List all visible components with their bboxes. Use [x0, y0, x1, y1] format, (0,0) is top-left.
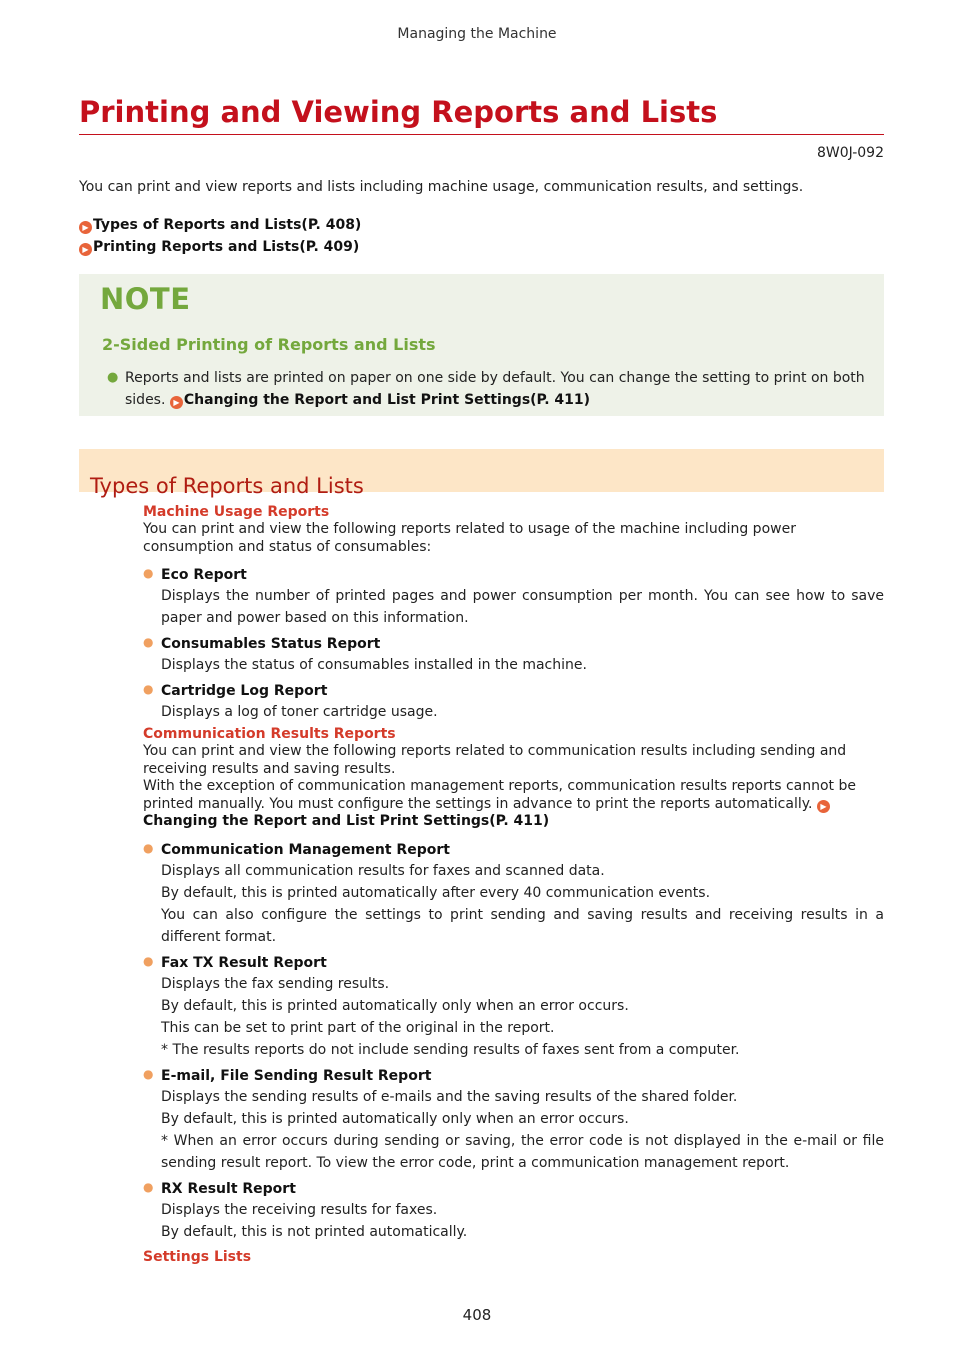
item-line: Displays the receiving results for faxes.	[161, 1201, 438, 1218]
comm-link-print-settings[interactable]: ▶Changing the Report and List Print Settings(P. 411)	[143, 796, 831, 830]
item-name: E-mail, File Sending Result Report	[161, 1067, 432, 1084]
item-line: Displays the status of consumables installed in the machine.	[161, 657, 587, 673]
item-name: Cartridge Log Report	[161, 683, 328, 699]
intro-text: You can print and view reports and lists including machine usage, communication results, and settings.	[79, 179, 804, 195]
list-item	[143, 1179, 884, 1243]
note-box	[79, 274, 884, 416]
group-desc-usage: You can print and view the following reports related to usage of the machine including power consumption and status of consumables:	[143, 521, 796, 555]
link-arrow-icon: ▶	[79, 221, 92, 234]
list-item	[143, 634, 884, 676]
bullet-icon: ●	[143, 840, 154, 855]
link-arrow-icon: ▶	[817, 800, 830, 813]
note-heading: 2-Sided Printing of Reports and Lists	[102, 335, 436, 354]
item-line: Displays the sending results of e-mails and the saving results of the shared folder.	[161, 1088, 738, 1105]
bullet-icon: ●	[143, 953, 154, 968]
item-line: By default, this is printed automatically only when an error occurs.	[161, 997, 629, 1014]
item-name: Consumables Status Report	[161, 636, 381, 652]
toc-link-types[interactable]: ▶ Types of Reports and Lists(P. 408)	[79, 215, 361, 237]
note-link-print-settings[interactable]: ▶ Changing the Report and List Print Settings(P. 411)	[170, 392, 590, 408]
item-line: Displays the fax sending results.	[161, 975, 390, 992]
group-title-usage: Machine Usage Reports	[143, 504, 330, 520]
item-line: This can be set to print part of the original in the report.	[161, 1019, 555, 1036]
page-number: 408	[462, 1306, 492, 1324]
bullet-icon: ●	[107, 370, 119, 385]
item-line: * The results reports do not include sending results of faxes sent from a computer.	[161, 1041, 740, 1058]
list-item	[143, 953, 884, 1061]
item-line: Displays the number of printed pages and power consumption per month. You can see how to save paper and power based on this information.	[161, 588, 884, 626]
page-title: Printing and Viewing Reports and Lists	[79, 94, 884, 135]
item-line: By default, this is not printed automatically.	[161, 1223, 468, 1240]
group-title-communication: Communication Results Reports	[143, 726, 396, 742]
list-item	[143, 840, 884, 948]
section-title: Types of Reports and Lists	[90, 474, 364, 499]
running-header: Managing the Machine	[397, 26, 557, 42]
bullet-icon: ●	[143, 635, 154, 649]
group-title-settings: Settings Lists	[143, 1248, 252, 1265]
item-line: You can also configure the settings to print sending and saving results and receiving results in a different format.	[161, 906, 884, 945]
item-line: * When an error occurs during sending or saving, the error code is not displayed in the e-mail or file sending result report. To view the error code, print a communication management report.	[161, 1132, 884, 1171]
link-arrow-icon: ▶	[79, 243, 92, 256]
list-item	[143, 681, 884, 723]
group-desc-line: With the exception of communication management reports, communication results reports cannot be printed manually. You must configure the settings in advance to print the reports automatically.	[143, 778, 856, 812]
bullet-icon: ●	[143, 682, 154, 696]
note-bullet	[107, 367, 867, 411]
content	[143, 503, 884, 1266]
bullet-icon: ●	[143, 566, 154, 580]
group-desc-communication	[143, 743, 884, 831]
item-line: By default, this is printed automatically only when an error occurs.	[161, 1110, 629, 1127]
item-name: Communication Management Report	[161, 841, 450, 858]
bullet-icon: ●	[143, 1066, 154, 1081]
note-text: Reports and lists are printed on paper on one side by default. You can change the setting to print on both sides.	[125, 370, 865, 408]
item-name: Fax TX Result Report	[161, 954, 327, 971]
toc-link-printing[interactable]: ▶ Printing Reports and Lists(P. 409)	[79, 237, 361, 259]
item-name: RX Result Report	[161, 1180, 296, 1197]
group-desc-line: You can print and view the following reports related to communication results including sending and receiving results and saving results.	[143, 743, 847, 777]
section-header	[79, 449, 884, 499]
item-line: Displays a log of toner cartridge usage.	[161, 704, 438, 720]
list-item	[143, 565, 884, 629]
item-line: By default, this is printed automatically after every 40 communication events.	[161, 884, 711, 901]
toc-links	[79, 215, 361, 259]
item-name: Eco Report	[161, 567, 247, 583]
item-line: Displays all communication results for faxes and scanned data.	[161, 862, 605, 879]
list-item	[143, 1066, 884, 1174]
link-arrow-icon: ▶	[170, 396, 183, 409]
bullet-icon: ●	[143, 1179, 154, 1194]
document-code: 8W0J-092	[816, 145, 884, 161]
note-label: NOTE	[100, 282, 191, 316]
